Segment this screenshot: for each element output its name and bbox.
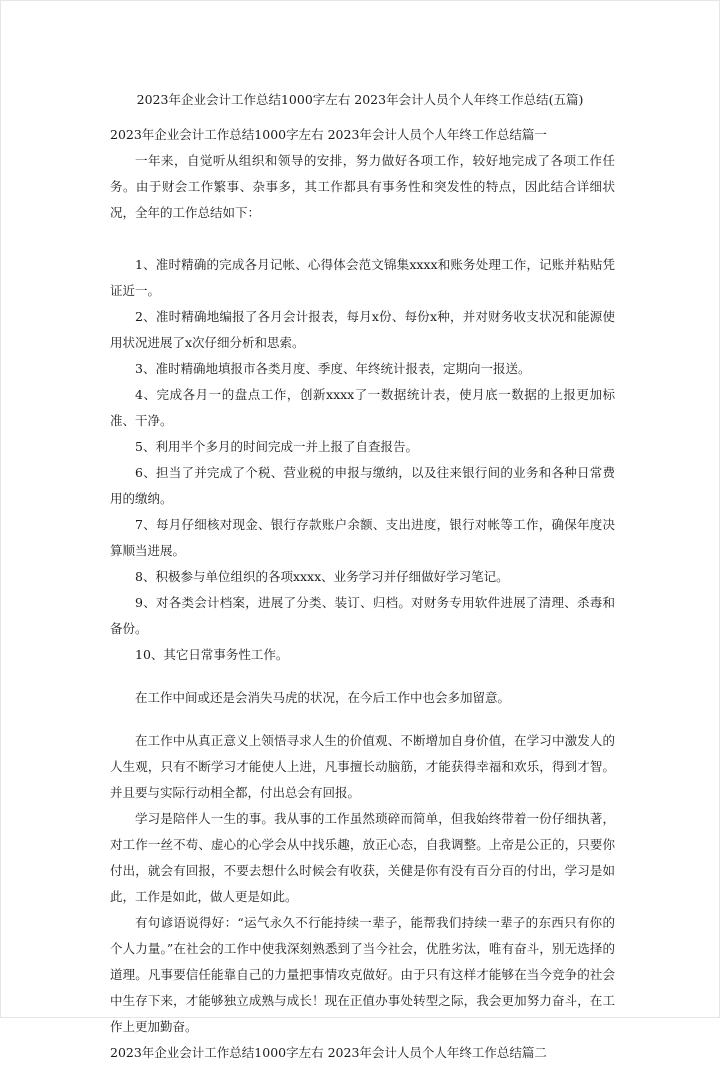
list-item: 2、准时精确地编报了各月会计报表，每月x份、每份x种，并对财务收支状况和能源使用状况进展了x次仔细分析和思索。 (110, 309, 615, 350)
careless-paragraph: 在工作中间或还是会消失马虎的状况，在今后工作中也会多加留意。 (135, 690, 511, 705)
list-item: 8、积极参与单位组织的各项xxxx、业务学习并仔细做好学习笔记。 (135, 569, 509, 584)
section-heading-1: 2023年企业会计工作总结1000字左右 2023年会计人员个人年终工作总结篇一 (110, 127, 547, 142)
list-item: 7、每月仔细核对现金、银行存款账户余额、支出进度，银行对帐等工作，确保年度决算顺当进展。 (110, 517, 615, 558)
values-paragraph: 在工作中从真正意义上领悟寻求人生的价值观、不断增加自身价值，在学习中激发人的人生观，只有不断学习才能使人上进，凡事擅长动脑筋，才能获得幸福和欢乐，得到才智。并且要与实际行动相全都，付出总会有回报。 (110, 733, 615, 800)
list-item: 1、准时精确的完成各月记帐、心得体会范文锦集xxxx和账务处理工作，记账并粘贴凭证近一。 (110, 257, 615, 298)
list-item: 9、对各类会计档案，进展了分类、装订、归档。对财务专用软件进展了清理、杀毒和备份。 (110, 595, 615, 636)
list-item: 5、利用半个多月的时间完成一并上报了自查报告。 (135, 439, 418, 454)
list-item: 3、准时精确地填报市各类月度、季度、年终统计报表，定期向一报送。 (135, 361, 531, 376)
document-body (110, 122, 615, 1066)
list-item: 10、其它日常事务性工作。 (135, 647, 289, 662)
document-title: 2023年企业会计工作总结1000字左右 2023年会计人员个人年终工作总结(五篇) (136, 92, 584, 107)
intro-paragraph: 一年来，自觉听从组织和领导的安排，努力做好各项工作，较好地完成了各项工作任务。由于财会工作繁事、杂事多，其工作都具有事务性和突发性的特点，因此结合详细状况，全年的工作总结如下： (110, 153, 615, 220)
section-heading-2: 2023年企业会计工作总结1000字左右 2023年会计人员个人年终工作总结篇二 (110, 1045, 547, 1060)
list-item: 4、完成各月一的盘点工作，创新xxxx了一数据统计表，使月底一数据的上报更加标准、干净。 (110, 387, 615, 428)
saying-paragraph: 有句谚语说得好：“运气永久不行能持续一辈子，能帮我们持续一辈子的东西只有你的个人力量。”在社会的工作中使我深刻熟悉到了当今社会，优胜劣汰，唯有奋斗，别无选择的道理。凡事要信任能靠自己的力量把事情攻克做好。由于只有这样才能够在当今竞争的社会中生存下来，才能够独立成熟与成长！现在正值办事处转型之际，我会更加努力奋斗，在工作上更加勤奋。 (110, 915, 615, 1034)
learning-paragraph: 学习是陪伴人一生的事。我从事的工作虽然琐碎而简单，但我始终带着一份仔细执著，对工作一丝不苟、虚心的心学会从中找乐趣，放正心态，自我调整。上帝是公正的，只要你付出，就会有回报，不要去想什么时候会有收获，关健是你有没有百分百的付出，学习是如此，工作是如此，做人更是如此。 (110, 811, 615, 904)
list-item: 6、担当了并完成了个税、营业税的申报与缴纳，以及往来银行间的业务和各种日常费用的缴纳。 (110, 465, 615, 506)
